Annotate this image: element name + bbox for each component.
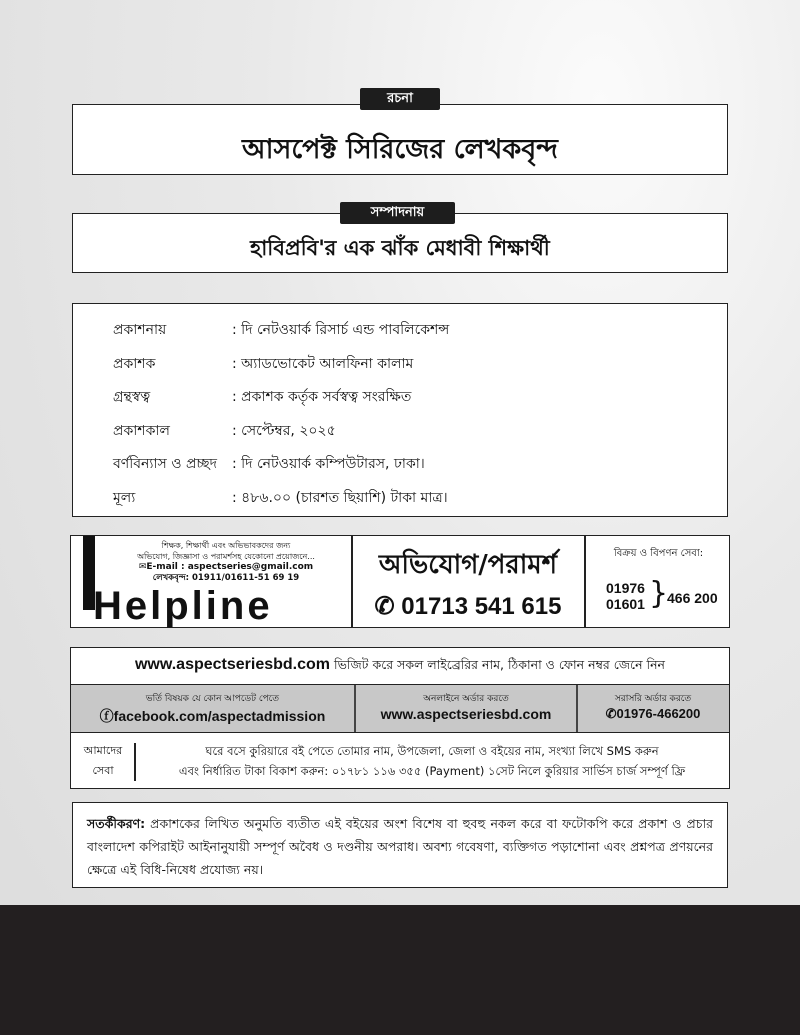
service-line-2: এবং নির্ধারিত টাকা বিকাশ করুন: ০১৭৮১ ১১৬ ৩৫৫ (Payment) ১সেট নিলে কুরিয়ার সার্ভিস চার্জ সম্পূর্ণ ফ্রি <box>178 764 686 778</box>
whatsapp-number[interactable]: 01713 541 615 <box>401 593 562 620</box>
facebook-icon: ⓕ <box>99 708 114 724</box>
imprint-row <box>113 385 411 409</box>
helpline-box <box>70 535 730 628</box>
website-link[interactable]: www.aspectseriesbd.com <box>134 656 331 673</box>
fb-caption: ভর্তি বিষয়ক যে কোন আপডেট পেতে <box>145 694 280 704</box>
imprint-row <box>113 352 413 376</box>
phone-icon: ✆ <box>605 706 617 721</box>
online-caption: অনলাইনে অর্ডার করতে <box>423 694 509 704</box>
imprint-value: : দি নেটওয়ার্ক রিসার্চ এন্ড পাবলিকেশন্স <box>232 322 450 338</box>
imprint-value: : অ্যাডভোকেট আলফিনা কালাম <box>232 355 414 372</box>
online-link[interactable]: www.aspectseriesbd.com <box>380 706 552 722</box>
writing-title: আসপেক্ট সিরিজের লেখকবৃন্দ <box>242 134 558 165</box>
facebook-link[interactable]: facebook.com/aspectadmission <box>113 708 326 724</box>
imprint-value: : সেপ্টেম্বর, ২০২৫ <box>232 422 336 439</box>
web-box <box>70 647 730 789</box>
warning-label: সতর্কীকরণ: <box>87 816 146 831</box>
imprint-value: : প্রকাশক কর্তৃক সর্বস্বত্ব সংরক্ষিত <box>232 389 412 405</box>
imprint-row <box>113 318 449 342</box>
imprint-label: প্রকাশক <box>113 355 156 372</box>
helpline-line1: শিক্ষক, শিক্ষার্থী এবং অভিভাবকদের জন্য <box>161 541 291 550</box>
direct-phone[interactable]: 01976-466200 <box>616 706 701 721</box>
helpline-brand: Helpline <box>93 584 273 628</box>
imprint-label: মূল্য <box>113 489 136 506</box>
imprint-row <box>113 486 448 510</box>
sales-prefix-1: 01976 <box>606 580 645 596</box>
imprint-label: প্রকাশনায় <box>113 322 167 338</box>
website-text: ভিজিট করে সকল লাইব্রেরির নাম, ঠিকানা ও ফোন নম্বর জেনে নিন <box>334 657 665 672</box>
editing-title: হাবিপ্রবি'র এক ঝাঁক মেধাবী শিক্ষার্থী <box>250 236 550 260</box>
sales-suffix: 466 200 <box>667 590 718 606</box>
complaint-title: অভিযোগ/পরামর্শ <box>378 550 558 580</box>
imprint-row <box>113 419 336 443</box>
whatsapp-icon: ✆ <box>374 593 395 620</box>
footer-band <box>0 905 800 1035</box>
imprint-label: বর্ণবিন্যাস ও প্রচ্ছদ <box>113 456 218 472</box>
sales-prefix-2: 01601 <box>606 596 645 612</box>
warning-text: প্রকাশকের লিখিত অনুমতি ব্যতীত এই বইয়ের অংশ বিশেষ বা হুবহু নকল করে বা ফটোকপি করে প্রকাশ ও প্রচার বাংলাদেশ কপিরাইট আইনানুযায়ী সম্পূর্ণ অবৈধ ও দণ্ডনীয় অপরাধ। অবশ্য গবেষণা, ব্যক্তিগত পড়াশোনা এবং প্রশ্নপত্র প্রণয়নের ক্ষেত্রে এই বিধি-নিষেধ প্রযোজ্য নয়। <box>87 816 713 877</box>
brace-icon: } <box>649 576 669 611</box>
writing-tag: রচনা <box>360 88 440 110</box>
editing-tag: সম্পাদনায় <box>340 202 455 224</box>
imprint-label: প্রকাশকাল <box>113 422 170 439</box>
helpline-line2: অভিযোগ, জিজ্ঞাসা ও পরামর্শসহ যেকোনো প্রয়োজনে... <box>137 552 315 561</box>
writing-box <box>72 104 728 175</box>
helpline-email[interactable]: E-mail : aspectseries@gmail.com <box>146 562 314 572</box>
direct-caption: সরাসরি অর্ডার করতে <box>614 694 692 704</box>
service-line-1: ঘরে বসে কুরিয়ারে বই পেতে তোমার নাম, উপজেলা, জেলা ও বইয়ের নাম, সংখ্যা লিখে SMS করুন <box>205 744 659 758</box>
imprint-box <box>72 303 728 517</box>
imprint-value: : ৪৮৬.০০ (চারশত ছিয়াশি) টাকা মাত্র। <box>232 489 448 506</box>
imprint-value: : দি নেটওয়ার্ক কম্পিউটারস, ঢাকা। <box>232 456 425 472</box>
warning-box <box>72 802 728 888</box>
imprint-label: গ্রন্থস্বত্ব <box>113 389 151 405</box>
email-icon: ✉ <box>138 562 147 572</box>
imprint-row <box>113 452 425 476</box>
helpline-writers: লেখকবৃন্দ: 01911/01611-51 69 19 <box>152 573 300 583</box>
service-label-2: সেবা <box>92 764 114 777</box>
sales-title: বিক্রয় ও বিপণন সেবা: <box>613 548 704 559</box>
service-label-1: আমাদের <box>83 744 123 757</box>
